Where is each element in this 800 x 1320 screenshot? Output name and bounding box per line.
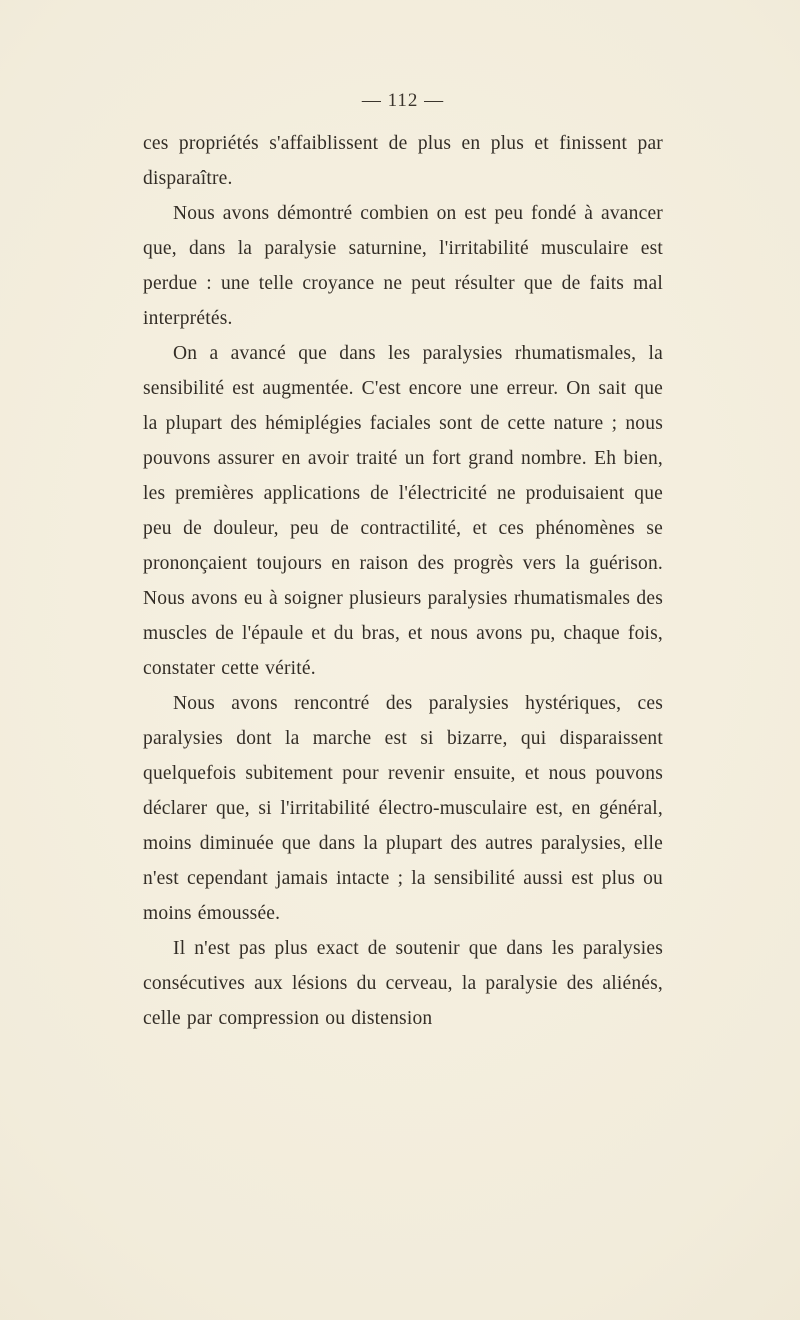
paragraph: Il n'est pas plus exact de soutenir que dans les paralysies consécutives aux lésions du cerveau, la paralysie des aliénés, celle par compression ou distension: [143, 938, 663, 1029]
paragraph: On a avancé que dans les paralysies rhumatismales, la sensibilité est augmentée. C'est encore une erreur. On sait que la plupart des hémiplégies faciales sont de cette nature ; nous pouvons assurer en avoir traité un fort grand nombre. Eh bien, les premières applications de l'électricité ne produisaient que peu de douleur, peu de contractilité, et ces phénomènes se prononçaient toujours en raison des progrès vers la guérison. Nous avons eu à soigner plusieurs paralysies rhumatismales des muscles de l'épaule et du bras, et nous avons pu, chaque fois, constater cette vérité.: [143, 343, 663, 679]
paragraph: Nous avons rencontré des paralysies hystériques, ces paralysies dont la marche est si bizarre, qui disparaissent quelquefois subitement pour revenir ensuite, et nous pouvons déclarer que, si l'irritabilité électro-musculaire est, en général, moins diminuée que dans la plupart des autres paralysies, elle n'est cependant jamais intacte ; la sensibilité aussi est plus ou moins émoussée.: [143, 693, 663, 924]
paragraph: Nous avons démontré combien on est peu fondé à avancer que, dans la paralysie saturnine, l'irritabilité musculaire est perdue : une telle croyance ne peut résulter que de faits mal interprétés.: [143, 203, 663, 329]
text-block: [143, 126, 663, 1036]
paragraph: ces propriétés s'affaiblissent de plus en plus et finissent par disparaître.: [143, 133, 663, 189]
page-number: — 112 —: [361, 90, 445, 111]
